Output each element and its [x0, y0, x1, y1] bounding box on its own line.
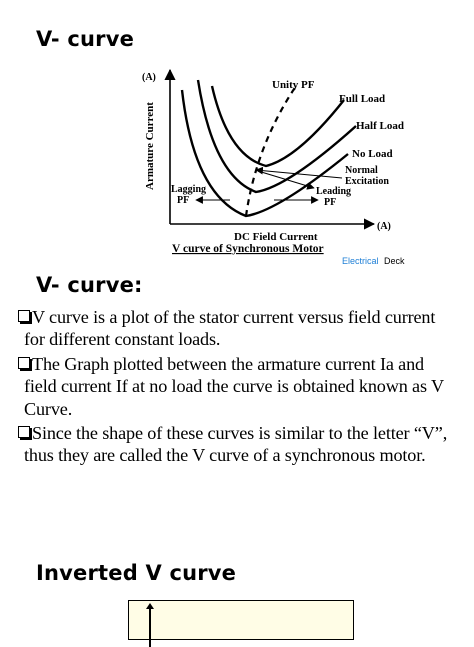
x-axis-label: DC Field Current	[234, 231, 318, 243]
square-bullet-icon	[18, 357, 30, 369]
list-item	[18, 306, 458, 351]
v-curve-diagram	[138, 66, 438, 271]
watermark	[342, 256, 405, 266]
list-item	[18, 422, 458, 467]
y-axis-label: Armature Current	[144, 102, 156, 190]
section-heading: V- curve:	[36, 273, 143, 297]
square-bullet-icon	[18, 426, 30, 438]
label-leading: Leading	[316, 186, 352, 197]
y-axis-arrow-label: (A)	[142, 72, 156, 83]
y-axis	[149, 607, 151, 647]
bullet-text: V curve is a plot of the stator current versus field current for different constant loads.	[24, 307, 436, 350]
watermark-deck: Deck	[384, 256, 405, 266]
label-half-load: Half Load	[356, 120, 404, 132]
label-full-load: Full Load	[339, 93, 386, 105]
bullet-list	[18, 306, 458, 469]
bullet-text: The Graph plotted between the armature current Ia and field current If at no load the curve is obtained known as V Curve.	[24, 353, 444, 419]
x-axis-arrow-label: (A)	[377, 221, 391, 232]
bullet-text: Since the shape of these curves is similar to the letter “V”, thus they are called the V curve of a synchronous motor.	[24, 423, 448, 466]
leading-diagonal-arrow	[258, 171, 314, 188]
label-unity-pf: Unity PF	[272, 79, 315, 91]
label-normal: Normal	[345, 165, 378, 176]
figure-caption: V curve of Synchronous Motor	[172, 243, 324, 255]
page-title: V- curve	[36, 27, 135, 51]
label-excitation: Excitation	[345, 176, 389, 187]
label-no-load: No Load	[352, 148, 393, 160]
label-leading-pf: PF	[324, 197, 337, 208]
inverted-v-diagram	[128, 600, 354, 640]
curve-half-load	[198, 80, 356, 192]
inverted-v-heading: Inverted V curve	[36, 561, 237, 585]
watermark-electrical: Electrical	[342, 256, 379, 266]
square-bullet-icon	[18, 310, 30, 322]
list-item	[18, 353, 458, 420]
label-lagging: Lagging	[171, 184, 207, 195]
label-lagging-pf: PF	[177, 195, 190, 206]
